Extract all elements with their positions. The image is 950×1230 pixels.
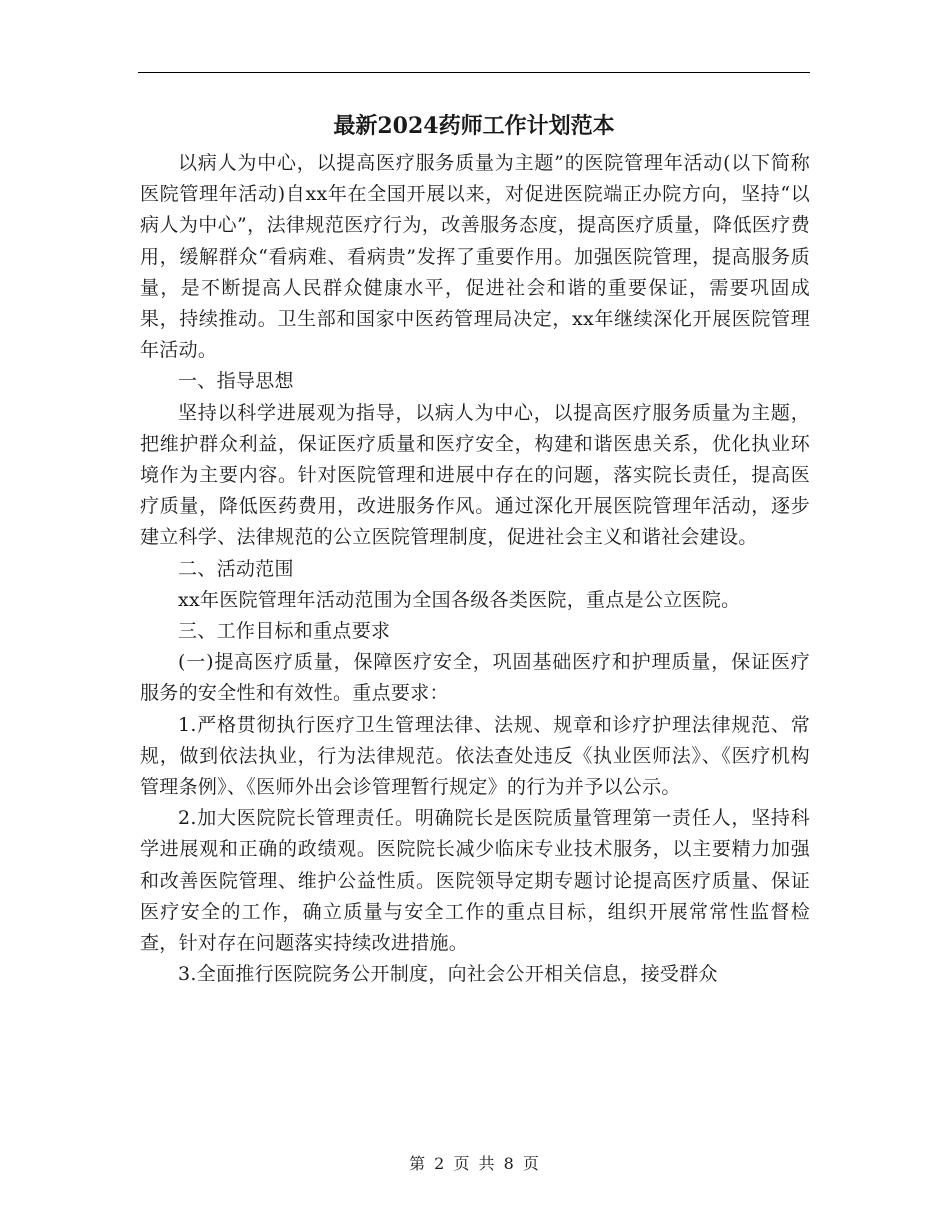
- document-title: 最新2024药师工作计划范本: [333, 113, 615, 139]
- paragraph-guiding-ideology: 坚持以科学进展观为指导，以病人为中心，以提高医疗服务质量为主题，把维护群众利益，保证医疗质量和医疗安全，构建和谐医患关系，优化执业环境作为主要内容。针对医院管理和进展中存在的问题，落实院长责任，提高医疗质量，降低医药费用，改进服务作风。通过深化开展医院管理年活动，逐步建立科学、法律规范的公立医院管理制度，促进社会主义和谐社会建设。: [140, 401, 810, 549]
- section-heading-goals: 三、工作目标和重点要求: [178, 620, 391, 643]
- paragraph-scope: xx年医院管理年活动范围为全国各级各类医院，重点是公立医院。: [178, 588, 741, 611]
- document-body: [140, 148, 810, 990]
- list-item-two: 2.加大医院院长管理责任。明确院长是医院质量管理第一责任人，坚持科学进展观和正确的政绩观。医院院长减少临床专业技术服务，以主要精力加强和改善医院管理、维护公益性质。医院领导定期专题讨论提高医疗质量、保证医疗安全的工作，确立质量与安全工作的重点目标，组织开展常常性监督检查，针对存在问题落实持续改进措施。: [140, 807, 810, 955]
- list-item-three: 3.全面推行医院院务公开制度，向社会公开相关信息，接受群众: [178, 963, 718, 986]
- list-item-one: 1.严格贯彻执行医疗卫生管理法律、法规、规章和诊疗护理法律规范、常规，做到依法执业，行为法律规范。依法查处违反《执业医师法》、《医疗机构管理条例》、《医师外出会诊管理暂行规定》的行为并予以公示。: [140, 713, 810, 799]
- section-heading-guiding-ideology: 一、指导思想: [178, 370, 294, 393]
- paragraph-goal-one: (一)提高医疗质量，保障医疗安全，巩固基础医疗和护理质量，保证医疗服务的安全性和有效性。重点要求：: [140, 651, 810, 705]
- page-number: 第 2 页 共 8 页: [409, 1154, 541, 1173]
- section-heading-scope: 二、活动范围: [178, 557, 294, 580]
- paragraph-intro: 以病人为中心，以提高医疗服务质量为主题”的医院管理年活动(以下简称医院管理年活动)自xx年在全国开展以来，对促进医院端正办院方向，坚持“以病人为中心”，法律规范医疗行为，改善服务态度，提高医疗质量，降低医疗费用，缓解群众“看病难、看病贵”发挥了重要作用。加强医院管理，提高服务质量，是不断提高人民群众健康水平，促进社会和谐的重要保证，需要巩固成果，持续推动。卫生部和国家中医药管理局决定，xx年继续深化开展医院管理年活动。: [140, 152, 810, 362]
- header-rule: [138, 72, 810, 73]
